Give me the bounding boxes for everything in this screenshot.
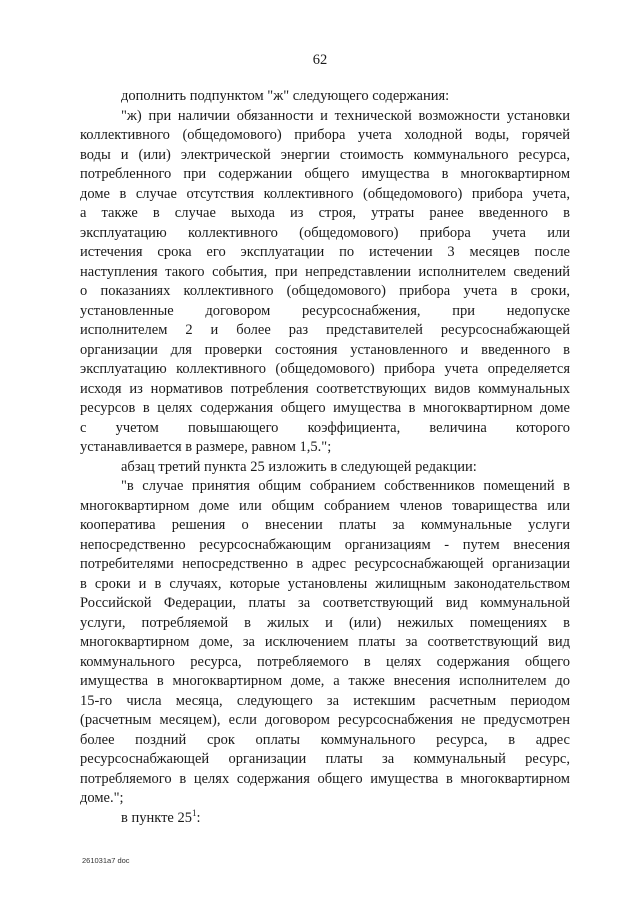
- page-number: 62: [312, 52, 328, 68]
- text-line: исходя из нормативов потребления соответствующих видов коммунальных: [80, 380, 570, 397]
- text-line: "в случае принятия общим собранием собственников помещений в: [121, 478, 570, 494]
- text-line: наступления такого события, при непредставлении исполнителем сведений: [80, 263, 570, 280]
- text-line: потребляемого в целях содержания общего имущества в многоквартирном: [80, 770, 570, 787]
- text-line: о показаниях коллективного (общедомового) прибора учета в сроки,: [80, 283, 570, 299]
- text-line: "ж) при наличии обязанности и технической возможности установки: [121, 107, 570, 124]
- paragraph-intro-line: абзац третий пункта 25 изложить в следующей редакции:: [121, 458, 477, 475]
- text-line: эксплуатацию коллективного (общедомового) прибора учета или: [80, 224, 570, 241]
- text-line: более поздний срок оплаты коммунального ресурса, в адрес: [80, 731, 570, 748]
- text-line: потребленного при содержании общего имущества в многоквартирном: [80, 166, 570, 182]
- text-line: ресурсоснабжающей организации платы за коммунальный ресурс,: [80, 751, 570, 767]
- text-line: услуги, потребляемой в жилых и (или) нежилых помещениях в: [80, 614, 570, 631]
- text-line: имущества в многоквартирном доме, а также внесения исполнителем до: [80, 673, 570, 689]
- text-line: истечения срока его эксплуатации по истечении 3 месяцев после: [80, 244, 570, 260]
- paragraph-intro-line: дополнить подпунктом "ж" следующего содержания:: [121, 88, 450, 104]
- text-line: с учетом повышающего коэффициента, величина которого: [80, 419, 570, 436]
- text-line: кооператива решения о внесении платы за коммунальные услуги: [80, 517, 570, 533]
- document-body: [80, 87, 570, 828]
- text-line: установленные договором ресурсоснабжения, при недопуске: [80, 302, 570, 319]
- text-line: эксплуатацию коллективного (общедомового) прибора учета определяется: [80, 361, 570, 377]
- text-line: доме в случае отсутствия коллективного (общедомового) прибора учета,: [80, 185, 570, 202]
- text-line: (расчетным месяцем), если договором ресурсоснабжения не предусмотрен: [80, 712, 570, 728]
- text-line: непосредственно ресурсоснабжающим организациям - путем внесения: [80, 536, 570, 553]
- text-line: 15-го числа месяца, следующего за истекшим расчетным периодом: [80, 692, 570, 709]
- document-footer-code: 261031a7 doc: [82, 856, 130, 865]
- text-line: устанавливается в размере, равном 1,5.";: [80, 439, 332, 455]
- text-line: организации для проверки состояния установленного и введенного в: [80, 341, 570, 358]
- last-line-suffix: :: [196, 809, 201, 826]
- text-line: в сроки и в случаях, которые установлены жилищным законодательством: [80, 575, 570, 592]
- last-line-text: в пункте 25: [121, 809, 192, 826]
- superscript-index: 1: [192, 807, 197, 818]
- text-line: воды и (или) электрической энергии стоимость коммунального ресурса,: [80, 146, 570, 163]
- text-line: исполнителем 2 и более раз представителей ресурсоснабжающей: [80, 322, 570, 338]
- text-line: Российской Федерации, платы за соответствующий вид коммунальной: [80, 595, 570, 611]
- text-line: коммунального ресурса, потребляемого в целях содержания общего: [80, 653, 570, 670]
- text-line: ресурсов в целях содержания общего имущества в многоквартирном доме: [80, 400, 570, 416]
- text-line: многоквартирном доме или общим собранием членов товарищества или: [80, 497, 570, 514]
- text-line: доме.";: [80, 790, 124, 806]
- text-line: многоквартирном доме, за исключением платы за соответствующий вид: [80, 634, 570, 650]
- text-line: потребителями непосредственно в адрес ресурсоснабжающей организации: [80, 556, 570, 572]
- paragraph-intro-line: [80, 809, 570, 829]
- text-line: а также в случае выхода из строя, утраты ранее введенного в: [80, 205, 570, 221]
- text-line: коллективного (общедомового) прибора учета холодной воды, горячей: [80, 127, 570, 143]
